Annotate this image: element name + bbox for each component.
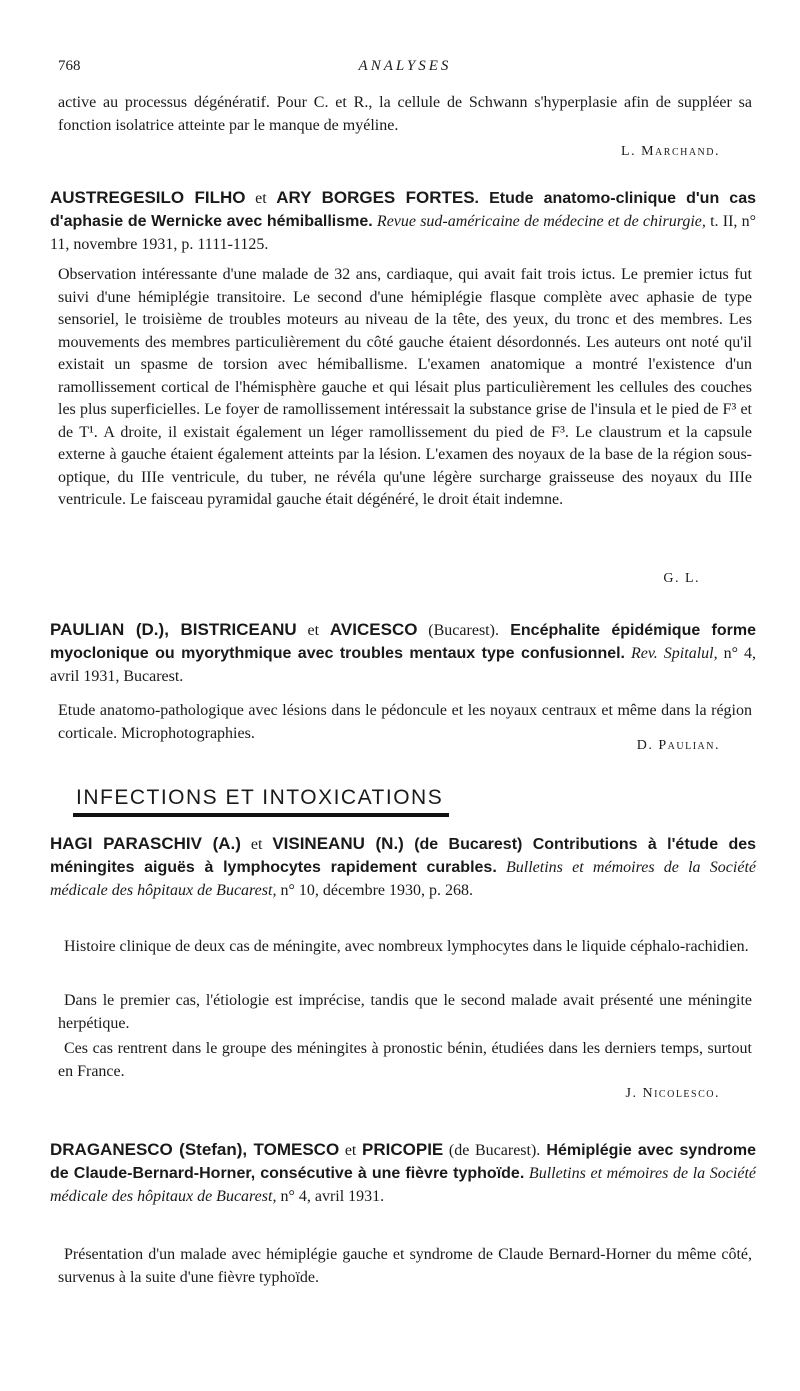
- page-header: [58, 58, 752, 80]
- entry4-heading: [50, 1138, 756, 1208]
- entry3-journal: Bulletins et mémoires de la Société médicale des hôpitaux de Bucarest,: [50, 859, 756, 899]
- entry4-title: Hémiplégie avec syndrome de Claude-Bernard-Horner, consécutive à une fièvre typhoïde.: [50, 1142, 756, 1182]
- entry1-conj: et: [245, 190, 277, 207]
- entry3-authors: HAGI PARASCHIV (A.): [50, 834, 241, 853]
- entry2-signature: D. Paulian.: [636, 738, 720, 753]
- entry3-heading: [50, 832, 756, 902]
- entry2-ref: n° 4, avril 1931, Bucarest.: [50, 645, 756, 685]
- entry1-journal: Revue sud-américaine de médecine et de chirurgie,: [372, 213, 706, 230]
- entry2-authors: PAULIAN (D.), BISTRICEANU: [50, 620, 297, 639]
- entry1-authors: AUSTREGESILO FILHO: [50, 188, 246, 207]
- section-title: INFECTIONS ET INTOXICATIONS: [76, 786, 444, 809]
- entry3-conj: et: [240, 836, 273, 853]
- entry1-title: . Etude anatomo-clinique d'un cas d'aphasie de Wernicke avec hémiballisme.: [50, 190, 756, 230]
- entry4-authors: DRAGANESCO (Stefan), TOMESCO: [50, 1140, 340, 1159]
- entry2-conj: et: [296, 622, 330, 639]
- entry1-ref: t. II, n° 11, novembre 1931, p. 1111-1125.: [50, 213, 757, 253]
- prev-abstract-text: active au processus dégénératif. Pour C. et R., la cellule de Schwann s'hyperplasie afin de suppléer sa fonction isolatrice atteinte par le manque de myéline.: [58, 94, 752, 134]
- entry2-journal: Rev. Spitalul,: [625, 645, 718, 662]
- entry4-journal: Bulletins et mémoires de la Société médicale des hôpitaux de Bucarest,: [50, 1165, 757, 1205]
- entry1-heading: [50, 186, 756, 256]
- entry4-authors2: PRICOPIE: [362, 1140, 444, 1159]
- entry2-body: Etude anatomo-pathologique avec lésions dans le pédoncule et les noyaux centraux et même dans la région corticale. Microphotographies.: [58, 702, 752, 742]
- entry4-body: Présentation d'un malade avec hémiplégie gauche et syndrome de Claude Bernard-Horner du même côté, survenus à la suite d'une fièvre typhoïde.: [58, 1246, 752, 1286]
- entry3-title: Contributions à l'étude des méningites aiguës à lymphocytes rapidement curables.: [50, 836, 757, 876]
- entry3-place: (de Bucarest): [403, 836, 523, 853]
- page-number: 768: [58, 58, 81, 74]
- entry2-title: Encéphalite épidémique forme myoclonique ou myorythmique avec troubles mentaux type confusionnel.: [50, 622, 756, 662]
- prev-signature: L. Marchand.: [621, 144, 720, 159]
- running-title: ANALYSES: [358, 58, 452, 74]
- entry2-authors2: AVICESCO: [329, 620, 418, 639]
- entry3-authors2: VISINEANU (N.): [272, 834, 404, 853]
- section-rule: [73, 813, 449, 817]
- entry3-body-3: Ces cas rentrent dans le groupe des méningites à pronostic bénin, étudiées dans les derniers temps, surtout en France.: [58, 1040, 752, 1080]
- entry1-body: Observation intéressante d'une malade de 32 ans, cardiaque, qui avait fait trois ictus. Le premier ictus fut suivi d'une hémiplégie transitoire. Le second d'une hémiplégie flasque complète avec aphasie de type sensoriel, le troisième de troubles moteurs au niveau de la tête, des yeux, du tronc et des membres. Les mouvements des membres particulièrement du côté gauche étaient désordonnés. Les auteurs ont noté qu'il existait un spasme de torsion avec hémiballisme. L'examen anatomique a montré l'existence d'un ramollissement cortical de l'hémisphère gauche et qui lésait plus particulièrement les cellules des couches les plus superficielles. Le foyer de ramollissement intéressait la substance grise de l'insula et le pied de F³ et de T¹. A droite, il existait également un léger ramollissement du pied de F³. Le claustrum et la capsule externe à gauche étaient également atteints par la lésion. L'examen des noyaux de la base de la région sous-optique, du IIIe ventricule, du tuber, ne révéla qu'une légère surcharge graisseuse des noyaux du IIIe ventricule. Le faisceau pyramidal gauche était dégénéré, le droit était indemne.: [58, 266, 752, 508]
- entry1-signature: G. L.: [663, 571, 700, 586]
- entry4-ref: n° 4, avril 1931.: [276, 1188, 385, 1205]
- entry2-place: (Bucarest).: [417, 622, 499, 639]
- entry4-conj: et: [339, 1142, 363, 1159]
- entry2-heading: [50, 618, 756, 688]
- entry4-place: (de Bucarest).: [443, 1142, 541, 1159]
- entry1-authors2: ARY BORGES FORTES: [276, 188, 475, 207]
- entry3-body-2: Dans le premier cas, l'étiologie est imprécise, tandis que le second malade avait présenté une méningite herpétique.: [58, 992, 752, 1032]
- entry3-signature: J. Nicolesco.: [625, 1086, 720, 1101]
- entry3-body-1: Histoire clinique de deux cas de méningite, avec nombreux lymphocytes dans le liquide céphalo-rachidien.: [64, 938, 749, 955]
- entry3-ref: n° 10, décembre 1930, p. 268.: [276, 882, 474, 899]
